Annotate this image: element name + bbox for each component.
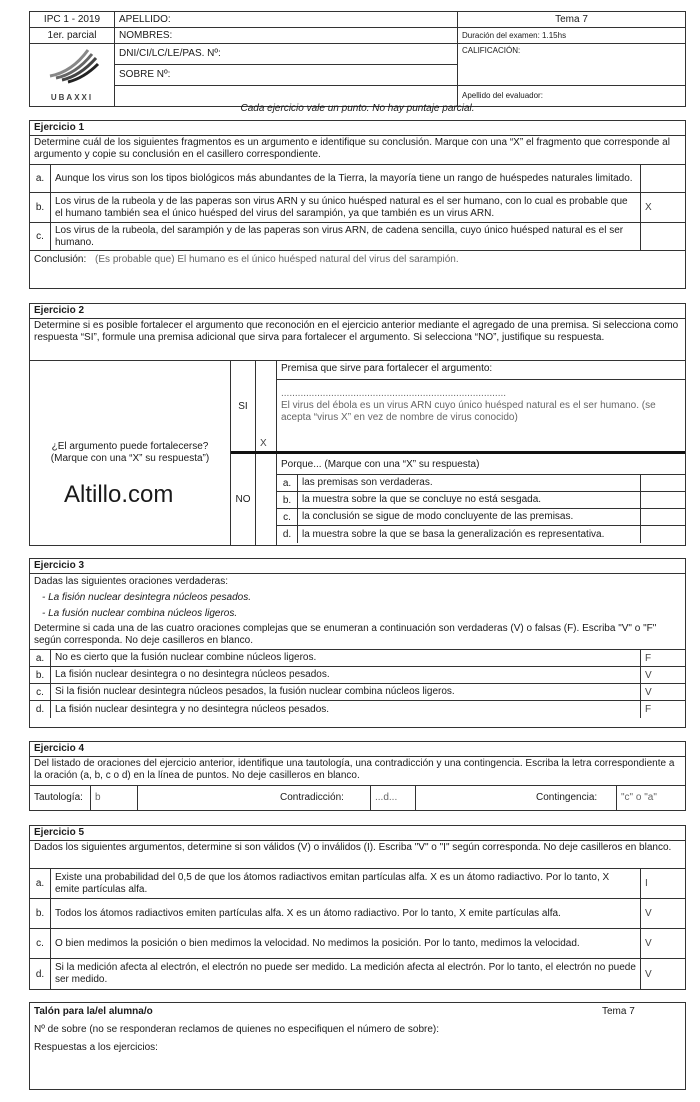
course-code: IPC 1 - 2019 [30,12,115,28]
talon-sobre[interactable]: Nº de sobre (no se responderan reclamos de quienes no especifiquen el número de sobre): [34,1024,440,1035]
answer-box[interactable]: F [645,704,652,715]
option-text: Los virus de la rubeola, del sarampión y de las paperas son virus ARN, de cadena sencilla, cuyo único huésped natural es el ser humano. [51,223,641,250]
exercise-1-prompt: Determine cuál de los siguientes fragmentos es un argumento e identifique su conclusión. Marque con una “X” el fragmento que corresponde al argumento y copie su conclusión en el casillero correspondiente. [30,136,685,165]
exercise-4-answers [30,786,685,810]
option-letter: c. [277,509,298,525]
list-item [30,959,685,989]
talon-respuestas[interactable]: Respuestas a los ejercicios: [34,1042,158,1053]
exercise-4-prompt: Del listado de oraciones del ejercicio anterior, identifique una tautología, una contradicción y una contingencia. Escriba la letra correspondiente a la oración (a, b, c o d) en la línea de puntos. No deje casilleros en blanco. [30,757,685,786]
option-letter: d. [277,526,298,543]
given-sentence: - La fisión nuclear desintegra núcleos pesados. [42,592,252,603]
conclusion-answer[interactable]: (Es probable que) El humano es el único huésped natural del virus del sarampión. [95,254,459,265]
option-text: la muestra sobre la que se concluye no está sesgada. [298,492,641,508]
option-text: O bien medimos la posición o bien medimos la velocidad. No medimos la posición. Por lo tanto, medimos la velocidad. [51,929,641,958]
list-item [30,650,685,667]
list-item [30,869,685,899]
ubaxxi-logo [30,44,115,107]
option-letter: a. [30,165,51,192]
no-answer-box[interactable] [256,454,277,545]
option-text: las premisas son verdaderas. [298,475,641,491]
list-item [30,701,685,718]
tema-label: Tema 7 [458,12,686,28]
premisa-dots: ................................................................................. [281,388,507,399]
scoring-note: Cada ejercicio vale un punto. No hay puntaje parcial. [240,103,475,114]
talon [29,1002,686,1090]
dni-field[interactable]: DNI/CI/LC/LE/PAS. Nº: [115,44,458,65]
calificacion-field: CALIFICACIÓN: [458,44,686,86]
no-label: NO [231,454,256,545]
option-text: la muestra sobre la que se basa la generalización es representativa. [298,526,641,543]
option-letter: d. [30,959,51,989]
exercise-2-grid [30,361,685,545]
option-text: Si la medición afecta al electrón, el electrón no puede ser medido. La medición afecta al electrón. Por lo tanto, el electrón no puede ser medido. [51,959,641,989]
talon-header [30,1003,685,1021]
exercise-3-title: Ejercicio 3 [30,559,685,574]
exercise-1-title: Ejercicio 1 [30,121,685,136]
answer-box[interactable] [641,492,685,508]
option-letter: a. [277,475,298,491]
option-letter: c. [30,223,51,250]
option-letter: d. [30,701,51,718]
list-item [277,475,685,492]
question-text: ¿El argumento puede fortalecerse? (Marque con una “X” su respuesta”) [50,441,210,464]
option-text: No es cierto que la fusión nuclear combine núcleos ligeros. [51,650,641,666]
porque-cell [277,454,685,545]
answer-box[interactable]: X [645,202,652,213]
answer-box[interactable]: V [645,686,652,698]
option-letter: c. [30,684,51,700]
watermark: Altillo.com [64,481,174,508]
exercise-3-intro: Dadas las siguientes oraciones verdaderas: [34,576,228,587]
list-item [30,667,685,684]
answer-box[interactable] [641,165,685,192]
nombres-field[interactable]: NOMBRES: [115,28,458,44]
answer-box[interactable] [641,475,685,491]
talon-tema: Tema 7 [602,1006,635,1017]
list-item [30,223,685,251]
list-item [30,165,685,193]
list-item [277,492,685,509]
exercise-4 [29,741,686,811]
contradiccion-answer[interactable]: ...d... [370,786,416,810]
tautologia-label: Tautología: [34,792,83,803]
exercise-2-title: Ejercicio 2 [30,304,685,319]
list-item [277,526,685,543]
si-answer-box[interactable] [256,361,277,451]
option-text: Si la fisión nuclear desintegra núcleos pesados, la fusión nuclear combina núcleos ligeros. [51,684,641,700]
si-label: SI [231,361,256,451]
answer-box[interactable]: V [645,968,652,980]
option-text: Existe una probabilidad del 0,5 de que los átomos radiactivos emitan partículas alfa. X es un átomo radiactivo. Por lo tanto, X emite partículas alfa. [51,869,641,898]
option-letter: a. [30,869,51,898]
option-letter: c. [30,929,51,958]
porque-label: Porque... (Marque con una “X” su respuesta) [277,456,685,475]
option-letter: b. [30,667,51,683]
option-letter: a. [30,650,51,666]
premisa-cell [277,361,685,451]
apellido-field[interactable]: APELLIDO: [115,12,458,28]
question-cell [30,361,231,545]
exercise-5-title: Ejercicio 5 [30,826,685,841]
exercise-2 [29,303,686,546]
conclusion-row [30,251,685,269]
list-item [30,193,685,223]
exercise-3 [29,558,686,728]
answer-box[interactable]: I [645,878,648,889]
answer-box[interactable]: V [645,908,652,919]
header-table [29,11,686,107]
option-text: La fisión nuclear desintegra y no desintegra núcleos pesados. [51,701,641,718]
answer-box[interactable] [641,223,685,250]
exercise-2-prompt: Determine si es posible fortalecer el argumento que reconoción en el ejercicio anterior mediante el agregado de una premisa. Si selecciona como respuesta “SI”, formule una premisa adicional que sirva para fortalecer el argumento. Si selecciona “NO”, justifique su respuesta. [30,319,685,361]
exercise-1 [29,120,686,289]
option-text: La fisión nuclear desintegra o no desintegra núcleos pesados. [51,667,641,683]
tautologia-answer[interactable]: b [90,786,138,810]
answer-box[interactable] [641,509,685,525]
ubaxxi-logo-icon [44,46,100,88]
logo-text: UBAXXI [50,93,94,102]
answer-box[interactable]: V [645,938,652,949]
list-item [30,929,685,959]
option-text: Los virus de la rubeola y de las paperas son virus ARN y su único huésped natural es el ser humano, con lo cual es probable que el humano también sea el único huésped del virus del sarampión, ya que también es un virus ARN. [51,193,641,222]
option-text: Aunque los virus son los tipos biológicos más abundantes de la Tierra, la mayoría tiene un rango de huéspedes naturales limitado. [51,165,641,192]
option-letter: b. [277,492,298,508]
sobre-field[interactable]: SOBRE Nº: [115,65,458,86]
exercise-5-prompt: Dados los siguientes argumentos, determine si son válidos (V) o inválidos (I). Escriba "V" o "I" según corresponda. No deje casilleros en blanco. [30,841,685,869]
list-item [30,684,685,701]
contingencia-answer[interactable]: "c" o "a" [616,786,686,810]
option-letter: b. [30,193,51,222]
answer-box[interactable]: V [645,669,652,681]
premisa-answer[interactable]: El virus del ébola es un virus ARN cuyo único huésped natural es el ser humano. (se acepta “virus X” en vez de nombre de virus conocido) [281,400,656,423]
premisa-label: Premisa que sirve para fortalecer el argumento: [277,361,685,380]
option-text: la conclusión se sigue de modo concluyente de las premisas. [298,509,641,525]
answer-box[interactable] [641,526,685,543]
list-item [277,509,685,526]
si-mark: X [260,438,267,449]
given-sentence: - La fusión nuclear combina núcleos ligeros. [42,608,238,619]
answer-box[interactable]: F [645,652,652,664]
conclusion-label: Conclusión: [34,254,87,265]
option-text: Todos los átomos radiactivos emiten partículas alfa. X es un átomo radiactivo. Por lo tanto, X emite partículas alfa. [51,899,641,928]
exercise-5 [29,825,686,990]
duracion-label: Duración del examen: 1.15hs [458,28,686,44]
list-item [30,899,685,929]
exercise-4-title: Ejercicio 4 [30,742,685,757]
contradiccion-label: Contradicción: [280,792,344,803]
parcial-label: 1er. parcial [30,28,115,44]
exercise-3-prompt: Determine si cada una de las cuatro oraciones complejas que se enumeran a continuación son verdaderas (V) o falsas (F). Escriba "V" o "F" según corresponda. No deje casilleros en blanco. [30,622,685,650]
contingencia-label: Contingencia: [536,792,598,803]
evaluador-field: Apellido del evaluador: [458,86,686,107]
option-letter: b. [30,899,51,928]
talon-title: Talón para la/el alumna/o [34,1006,153,1017]
